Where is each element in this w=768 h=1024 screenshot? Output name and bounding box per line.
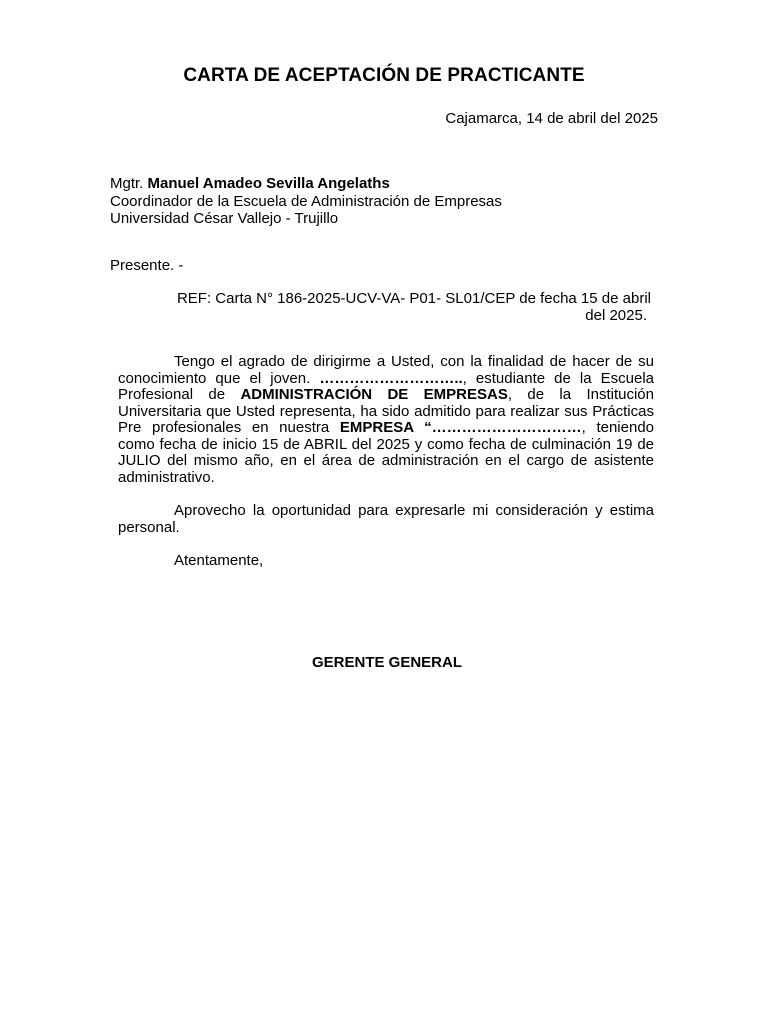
letter-body	[118, 354, 654, 570]
closing-text: Atentamente,	[174, 552, 264, 569]
career-name: ADMINISTRACIÓN DE EMPRESAS	[240, 386, 508, 403]
p1-text-a: Tengo el agrado de dirigirme a Usted, con la finalidad de hacer de su conocimiento que el joven.	[118, 353, 654, 387]
addressee-prefix: Mgtr.	[110, 175, 148, 192]
p1-text-b: , estudiante de la Escuela Profesional de	[118, 369, 654, 403]
company-name-blank: EMPRESA “…………………………	[339, 419, 582, 436]
p1-text-c: , de la Institución Universitaria que Usted representa, ha sido admitido para realizar sus Prácticas Pre profesionales en nuestra	[118, 386, 654, 436]
student-name-blank: ………………………..	[319, 369, 463, 387]
letter-title: CARTA DE ACEPTACIÓN DE PRACTICANTE	[183, 65, 585, 86]
addressee-name-line	[110, 175, 502, 193]
addressee-institution: Universidad César Vallejo - Trujillo	[110, 210, 339, 227]
addressee-block	[110, 175, 502, 228]
addressee-name: Manuel Amadeo Sevilla Angelaths	[147, 175, 390, 192]
signature-title: GERENTE GENERAL	[311, 654, 462, 671]
salutation: Presente. -	[110, 257, 184, 274]
body-paragraph-2: Aprovecho la oportunidad para expresarle mi consideración y estima personal.	[118, 502, 654, 536]
body-paragraph-1	[118, 354, 654, 486]
reference-line-2: del 2025.	[585, 306, 647, 324]
reference-block	[155, 291, 651, 324]
letter-date: Cajamarca, 14 de abril del 2025	[445, 110, 658, 127]
reference-line-1: REF: Carta N° 186-2025-UCV-VA- P01- SL01/CEP de fecha 15 de abril	[176, 290, 651, 307]
addressee-role: Coordinador de la Escuela de Administración de Empresas	[110, 192, 502, 210]
p1-text-d: , teniendo como fecha de inicio 15 de ABRIL del 2025 y como fecha de culminación 19 de JULIO del mismo año, en el área de administración en el cargo de asistente administrativo.	[118, 419, 655, 486]
